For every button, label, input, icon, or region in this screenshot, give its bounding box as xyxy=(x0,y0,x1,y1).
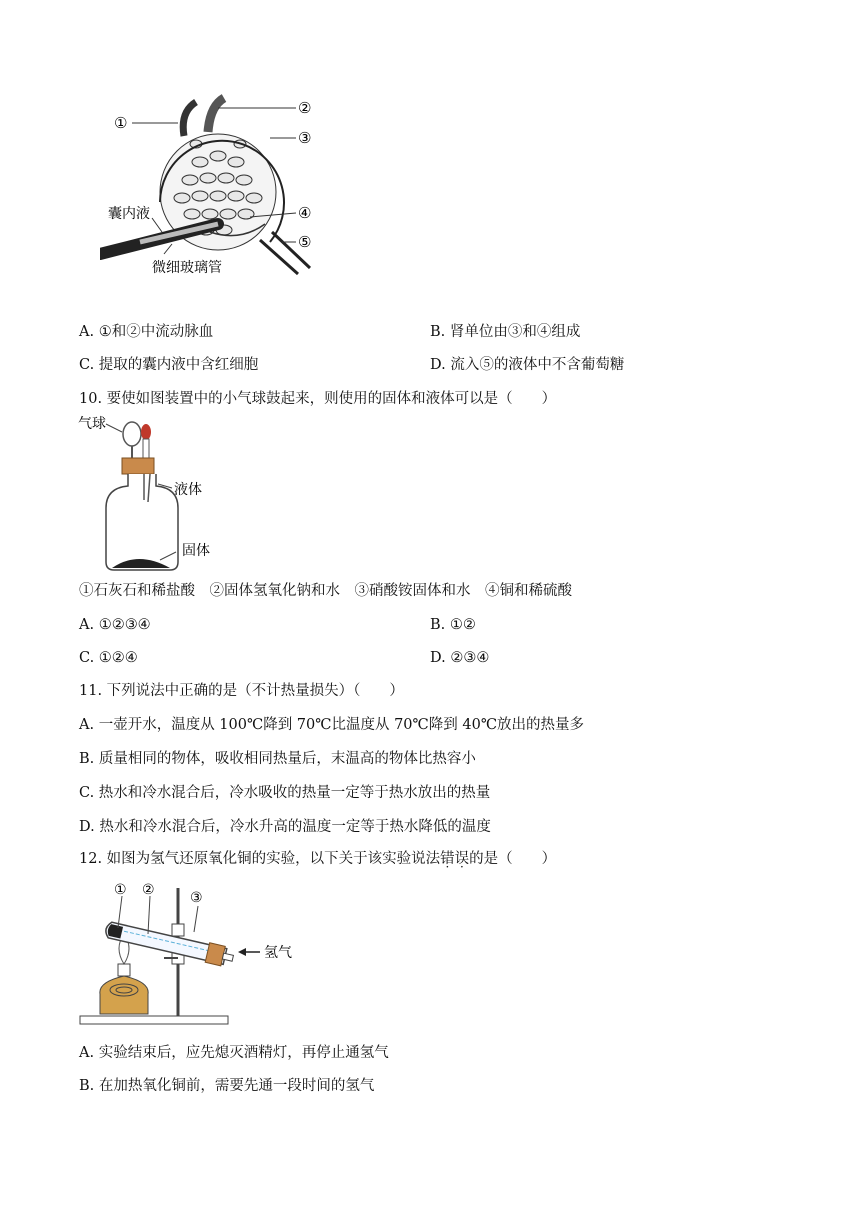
glass-tube-label: 微细玻璃管 xyxy=(152,260,222,276)
stopper xyxy=(122,458,154,474)
label-5: ⑤ xyxy=(298,233,312,251)
q12-option-a: A. 实验结束后，应先熄灭酒精灯，再停止通氢气 xyxy=(79,1045,389,1061)
kidney-unit-figure xyxy=(100,92,330,282)
label-1: ① xyxy=(114,114,128,132)
q10-choices: ①石灰石和稀盐酸 ②固体氢氧化钠和水 ③硝酸铵固体和水 ④铜和稀硫酸 xyxy=(79,583,572,599)
stand-base xyxy=(80,1016,228,1024)
fig-label-3: ③ xyxy=(190,890,203,906)
q12-stem xyxy=(79,849,556,869)
q10-option-d: D. ②③④ xyxy=(430,650,490,666)
capsule-fluid-label: 囊内液 xyxy=(108,206,150,222)
liquid-label: 液体 xyxy=(174,482,202,498)
q12-stem-after: 的是（ ） xyxy=(469,851,557,867)
q11-stem: 11. 下列说法中正确的是（不计热量损失）（ ） xyxy=(79,683,404,699)
q11-option-d: D. 热水和冷水混合后，冷水升高的温度一定等于热水降低的温度 xyxy=(79,819,491,835)
balloon-label: 气球 xyxy=(78,416,106,432)
q12-stem-before: 12. 如图为氢气还原氧化铜的实验，以下关于该实验说法 xyxy=(79,851,441,867)
balloon xyxy=(123,422,141,446)
fig-label-2: ② xyxy=(142,882,155,898)
fig-label-1: ① xyxy=(114,882,127,898)
q9-option-d: D. 流入⑤的液体中不含葡萄糖 xyxy=(430,357,625,373)
balloon-apparatus-figure xyxy=(78,412,238,574)
hydrogen-label: 氢气 xyxy=(264,945,292,961)
dropper-bulb xyxy=(141,424,151,440)
q10-stem: 10. 要使如图装置中的小气球鼓起来，则使用的固体和液体可以是（ ） xyxy=(79,391,557,407)
label-2: ② xyxy=(298,99,312,117)
q9-option-a: A. ①和②中流动脉血 xyxy=(79,324,214,340)
q10-option-b: B. ①② xyxy=(430,617,476,633)
label-3: ③ xyxy=(298,129,312,147)
q11-option-b: B. 质量相同的物体，吸收相同热量后，末温高的物体比热容小 xyxy=(79,751,476,767)
q12-option-b: B. 在加热氧化铜前，需要先通一段时间的氢气 xyxy=(79,1078,375,1094)
label-4: ④ xyxy=(298,204,312,222)
q11-option-a: A. 一壶开水，温度从 100℃降到 70℃比温度从 70℃降到 40℃放出的热量多 xyxy=(79,717,585,733)
q12-emph-2: 误 xyxy=(454,851,470,867)
hydrogen-reduction-figure xyxy=(78,876,298,1028)
q10-option-a: A. ①②③④ xyxy=(79,617,151,633)
q9-option-c: C. 提取的囊内液中含红细胞 xyxy=(79,357,259,373)
q9-option-b: B. 肾单位由③和④组成 xyxy=(430,324,581,340)
alcohol-lamp xyxy=(100,976,148,1014)
q11-option-c: C. 热水和冷水混合后，冷水吸收的热量一定等于热水放出的热量 xyxy=(79,785,491,801)
q10-option-c: C. ①②④ xyxy=(79,650,138,666)
solid-label: 固体 xyxy=(182,543,210,559)
q12-emph-1: 错 xyxy=(440,851,455,867)
